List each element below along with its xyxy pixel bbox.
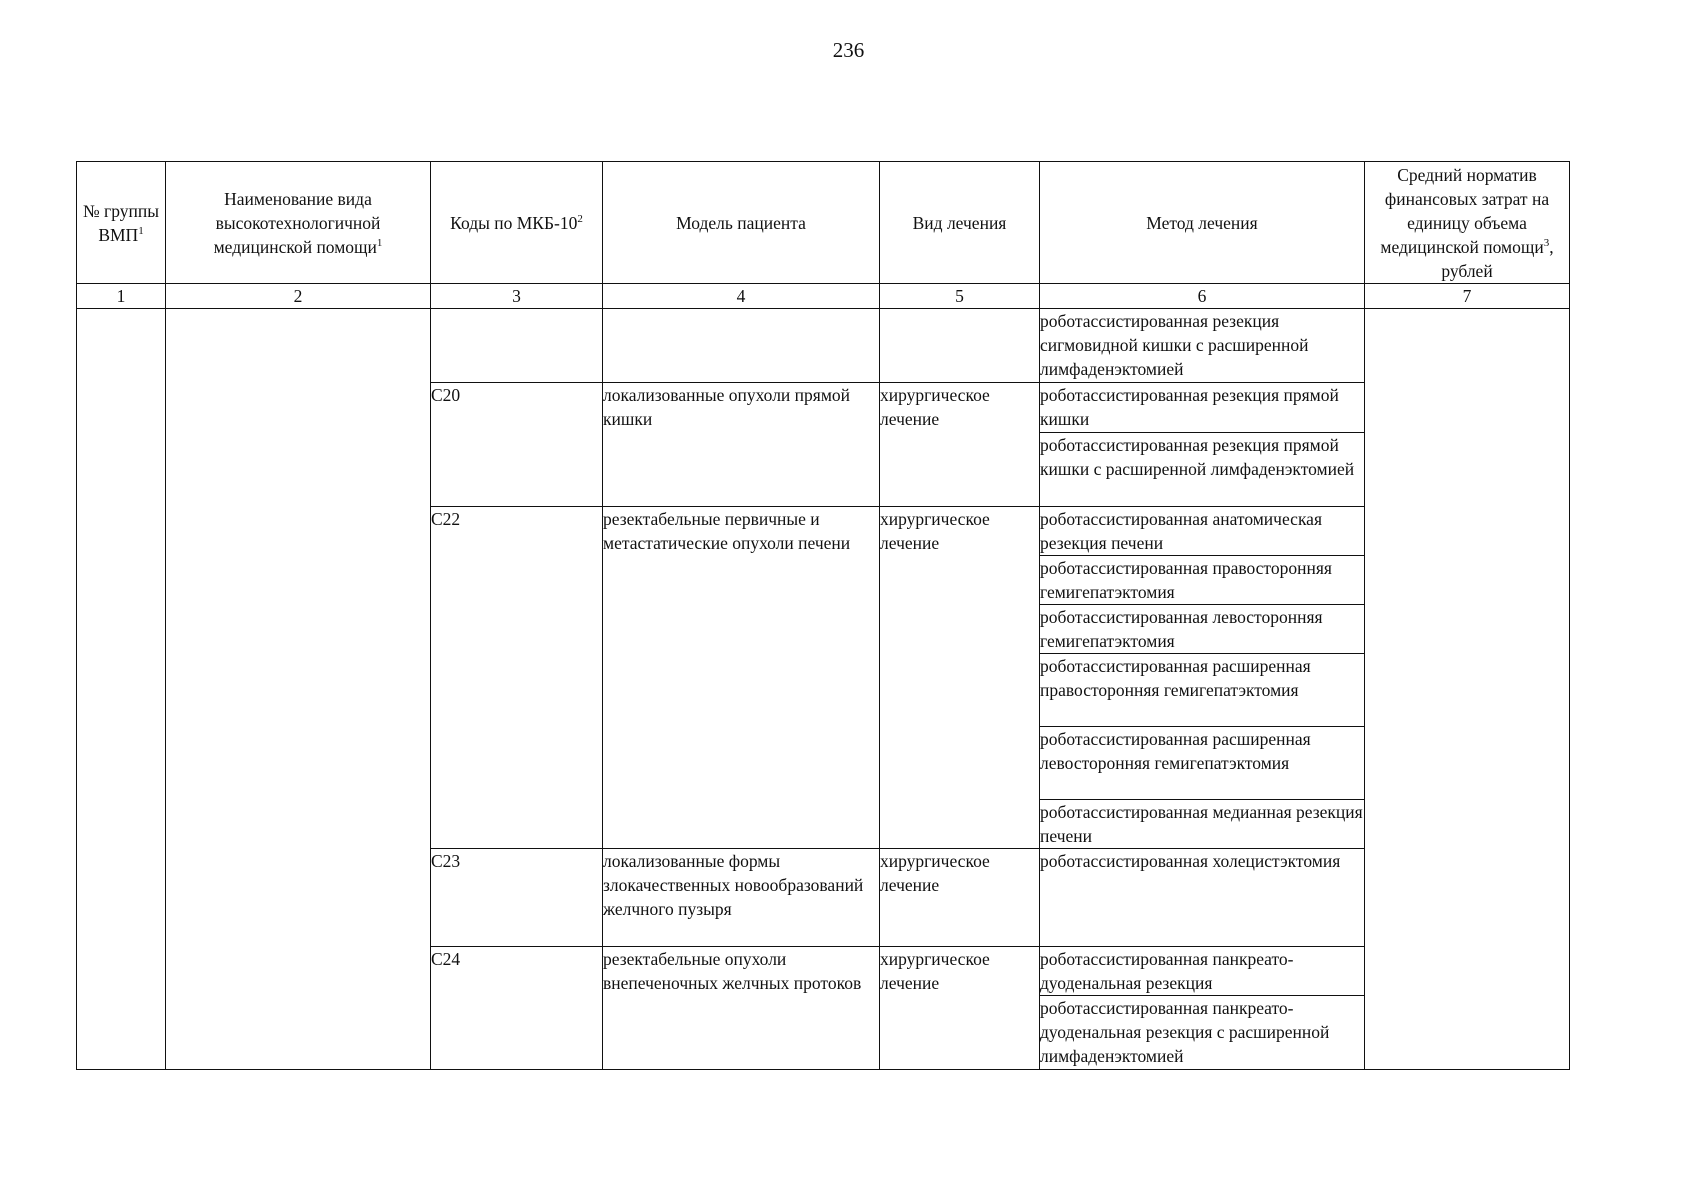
page-number: 236 bbox=[832, 38, 865, 62]
column-number: 7 bbox=[1365, 284, 1570, 309]
method-cell: роботассистированная холецистэктомия bbox=[1040, 849, 1365, 947]
patient-model-cell: резектабельные опухоли внепеченочных желчных протоков bbox=[603, 947, 880, 1070]
treatment-type-cell: хирургическое лечение bbox=[880, 383, 1040, 507]
table-row bbox=[77, 309, 1570, 383]
treatment-type-cell: хирургическое лечение bbox=[880, 507, 1040, 849]
header-icd-codes: Коды по МКБ-$10^2$ bbox=[431, 162, 603, 284]
header-care-type: Наименование вида высокотехнологичной медицинской помощи$^1$ bbox=[166, 162, 431, 284]
care-type-cell bbox=[166, 309, 431, 1070]
treatment-type-cell: хирургическое лечение bbox=[880, 849, 1040, 947]
group-number-cell bbox=[77, 309, 166, 1070]
method-cell: роботассистированная анатомическая резекция печени bbox=[1040, 507, 1365, 556]
treatment-type-cell bbox=[880, 309, 1040, 383]
method-cell: роботассистированная резекция прямой кишки с расширенной лимфаденэктомией bbox=[1040, 433, 1365, 507]
patient-model-cell: резектабельные первичные и метастатические опухоли печени bbox=[603, 507, 880, 849]
icd-code-cell: C24 bbox=[431, 947, 603, 1070]
icd-code-cell: C20 bbox=[431, 383, 603, 507]
icd-code-cell: C22 bbox=[431, 507, 603, 849]
header-group-number: № группы ВМП$^1$ bbox=[77, 162, 166, 284]
method-cell: роботассистированная расширенная правосторонняя гемигепатэктомия bbox=[1040, 654, 1365, 727]
method-cell: роботассистированная расширенная левосторонняя гемигепатэктомия bbox=[1040, 727, 1365, 800]
header-patient-model: Модель пациента bbox=[603, 162, 880, 284]
header-row bbox=[77, 162, 1570, 284]
method-cell: роботассистированная левосторонняя гемигепатэктомия bbox=[1040, 605, 1365, 654]
header-cost-norm: Средний норматив финансовых затрат на единицу объема медицинской помощи$^3$, рублей bbox=[1365, 162, 1570, 284]
method-cell: роботассистированная резекция сигмовидной кишки с расширенной лимфаденэктомией bbox=[1040, 309, 1365, 383]
column-number: 1 bbox=[77, 284, 166, 309]
method-cell: роботассистированная медианная резекция печени bbox=[1040, 800, 1365, 849]
icd-code-cell bbox=[431, 309, 603, 383]
column-number-row bbox=[77, 284, 1570, 309]
method-cell: роботассистированная панкреато-дуоденальная резекция с расширенной лимфаденэктомией bbox=[1040, 996, 1365, 1070]
column-number: 6 bbox=[1040, 284, 1365, 309]
column-number: 4 bbox=[603, 284, 880, 309]
icd-code-cell: C23 bbox=[431, 849, 603, 947]
column-number: 5 bbox=[880, 284, 1040, 309]
method-cell: роботассистированная правосторонняя гемигепатэктомия bbox=[1040, 556, 1365, 605]
patient-model-cell: локализованные опухоли прямой кишки bbox=[603, 383, 880, 507]
vmp-table bbox=[76, 161, 1570, 1070]
patient-model-cell bbox=[603, 309, 880, 383]
patient-model-cell: локализованные формы злокачественных новообразований желчного пузыря bbox=[603, 849, 880, 947]
header-treatment-method: Метод лечения bbox=[1040, 162, 1365, 284]
cost-norm-cell bbox=[1365, 309, 1570, 1070]
method-cell: роботассистированная резекция прямой кишки bbox=[1040, 383, 1365, 433]
column-number: 2 bbox=[166, 284, 431, 309]
header-treatment-type: Вид лечения bbox=[880, 162, 1040, 284]
column-number: 3 bbox=[431, 284, 603, 309]
method-cell: роботассистированная панкреато-дуоденальная резекция bbox=[1040, 947, 1365, 996]
treatment-type-cell: хирургическое лечение bbox=[880, 947, 1040, 1070]
